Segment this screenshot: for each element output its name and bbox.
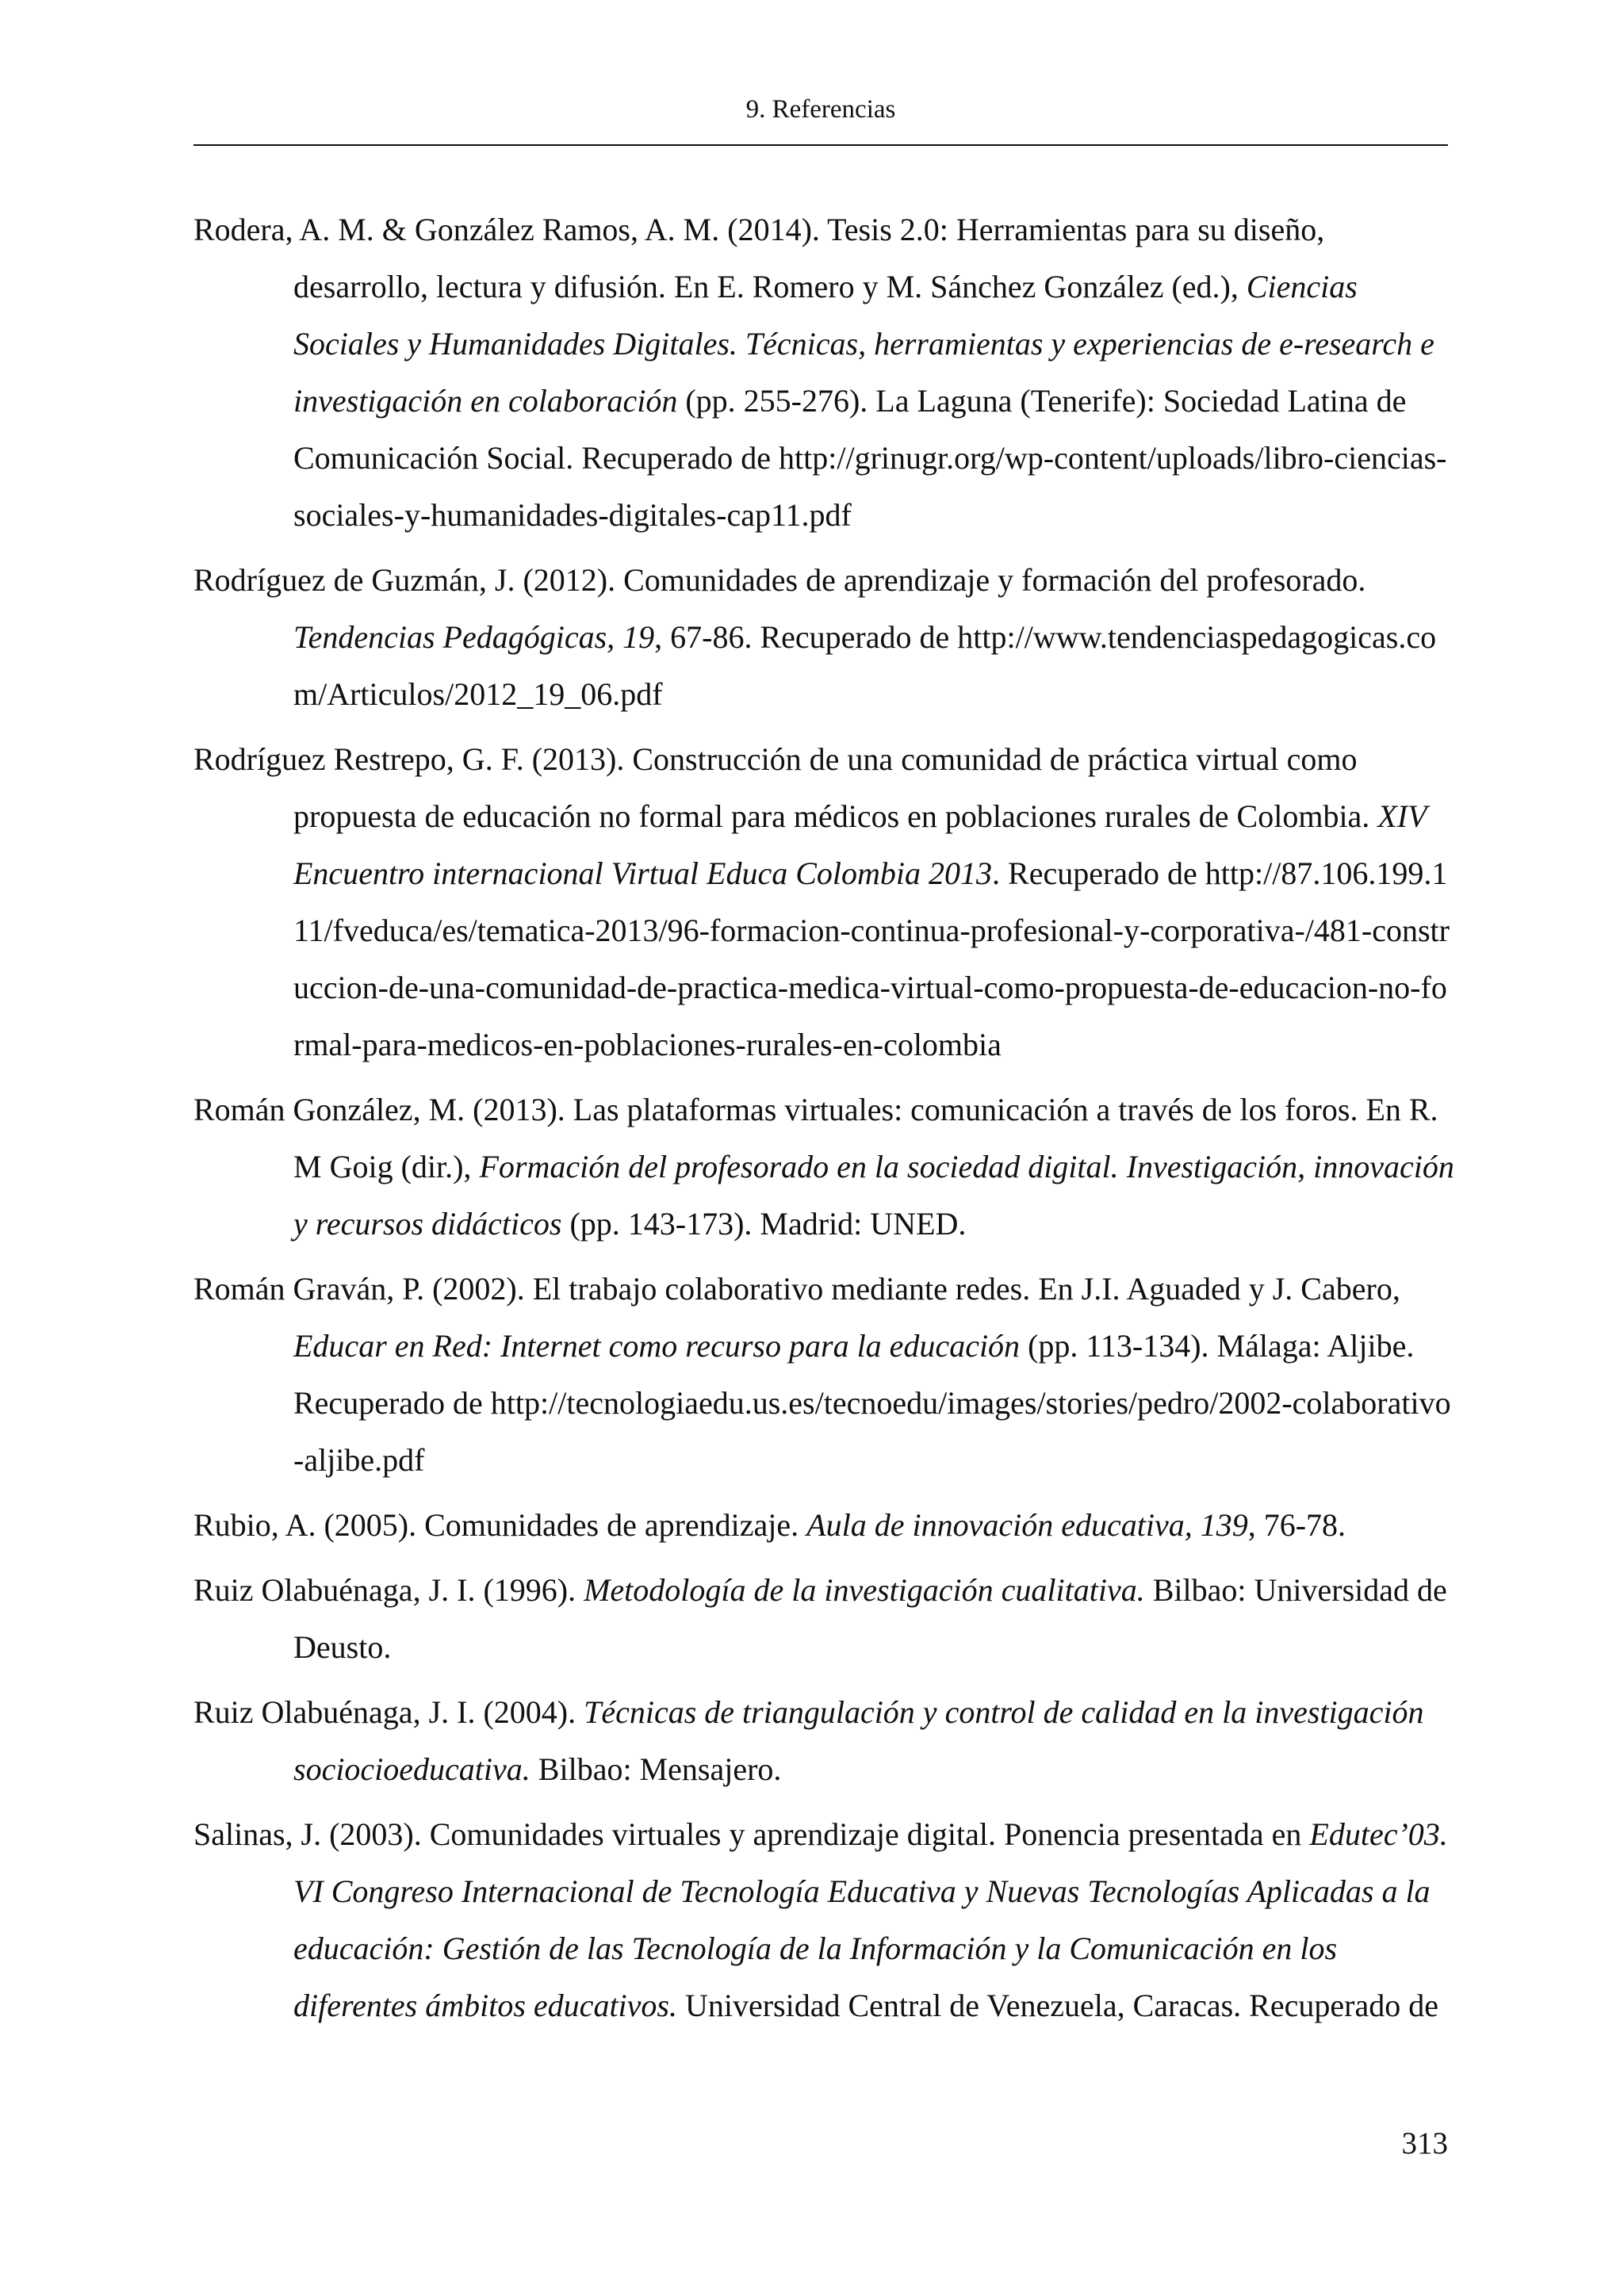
reference-text: (pp. 113-134). Málaga: Aljibe. Recuperado de	[293, 1328, 1415, 1421]
reference-italic-title: Técnicas de triangulación y control de calidad en la investigación sociocioeducativa.	[293, 1694, 1424, 1787]
reference-italic-title: Ciencias Sociales y Humanidades Digitales. Técnicas, herramientas y experiencias de e-research e investigación en colaboración	[293, 269, 1434, 419]
reference-url: http://tecnologiaedu.us.es/tecnoedu/images/stories/pedro/2002-colaborativo-aljibe.pdf	[293, 1385, 1451, 1478]
reference-text: , 67-86. Recuperado de	[654, 619, 958, 655]
reference-italic-title: Formación del profesorado en la sociedad digital. Investigación, innovación y recursos didácticos	[293, 1149, 1454, 1242]
reference-entry	[193, 1497, 1454, 1554]
page-number: 313	[1401, 2126, 1448, 2160]
reference-text: Rodríguez de Guzmán, J. (2012). Comunidades de aprendizaje y formación del profesorado.	[193, 562, 1366, 598]
reference-text: Salinas, J. (2003). Comunidades virtuales y aprendizaje digital. Ponencia presentada en	[193, 1816, 1310, 1852]
reference-text: Rodríguez Restrepo, G. F. (2013). Construcción de una comunidad de práctica virtual como propuesta de educación no formal para médicos en poblaciones rurales de Colombia.	[193, 741, 1378, 834]
reference-text: Ruiz Olabuénaga, J. I. (2004).	[193, 1694, 584, 1730]
reference-text: Universidad Central de Venezuela, Caracas. Recuperado de	[676, 1988, 1438, 2023]
reference-entry	[193, 1684, 1454, 1798]
reference-text: (pp. 255-276). La Laguna (Tenerife): Sociedad Latina de Comunicación Social. Recuperado de	[293, 383, 1407, 476]
reference-text: (pp. 143-173). Madrid: UNED.	[561, 1206, 967, 1242]
reference-list	[193, 201, 1454, 2042]
reference-italic-title: Aula de innovación educativa, 139	[806, 1507, 1248, 1543]
reference-entry	[193, 1562, 1454, 1676]
reference-italic-title: Metodología de la investigación cualitativa.	[584, 1572, 1145, 1608]
reference-text: , 76-78.	[1247, 1507, 1346, 1543]
reference-entry	[193, 201, 1454, 544]
reference-text: Román González, M. (2013). Las plataformas virtuales: comunicación a través de los foros. En R. M Goig (dir.),	[193, 1092, 1438, 1184]
reference-text: Rubio, A. (2005). Comunidades de aprendizaje.	[193, 1507, 807, 1543]
reference-text: Bilbao: Universidad de Deusto.	[293, 1572, 1447, 1665]
reference-text: Rodera, A. M. & González Ramos, A. M. (2014). Tesis 2.0: Herramientas para su diseño, desarrollo, lectura y difusión. En E. Romero y M. Sánchez González (ed.),	[193, 212, 1325, 304]
reference-entry	[193, 1081, 1454, 1253]
header-divider	[193, 144, 1448, 146]
reference-italic-title: XIV Encuentro internacional Virtual Educa Colombia 2013	[293, 798, 1427, 891]
reference-url: http://www.tendenciaspedagogicas.com/Articulos/2012_19_06.pdf	[293, 619, 1437, 712]
reference-text: Bilbao: Mensajero.	[530, 1751, 782, 1787]
reference-url: http://87.106.199.111/fveduca/es/tematica-2013/96-formacion-continua-profesional-y-corporativa-/481-construccion-de-una-comunidad-de-practica-medica-virtual-como-propuesta-de-educacion-no-formal-para-medicos-en-poblaciones-rurales-en-colombia	[293, 855, 1450, 1062]
reference-text: Román Graván, P. (2002). El trabajo colaborativo mediante redes. En J.I. Aguaded y J. Cabero,	[193, 1271, 1400, 1307]
reference-entry	[193, 552, 1454, 723]
reference-italic-title: Tendencias Pedagógicas, 19	[293, 619, 655, 655]
reference-url: http://grinugr.org/wp-content/uploads/libro-ciencias-sociales-y-humanidades-digitales-cap11.pdf	[293, 440, 1447, 533]
reference-entry	[193, 731, 1454, 1073]
running-header: 9. Referencias	[745, 95, 896, 124]
reference-italic-title: Edutec’03. VI Congreso Internacional de Tecnología Educativa y Nuevas Tecnologías Aplicadas a la educación: Gestión de las Tecnología de la Información y la Comunicación en los diferentes ámbitos educativos.	[293, 1816, 1448, 2023]
reference-italic-title: Educar en Red: Internet como recurso para la educación	[293, 1328, 1021, 1364]
reference-entry	[193, 1261, 1454, 1489]
reference-entry	[193, 1806, 1454, 2034]
reference-text: . Recuperado de	[992, 855, 1205, 891]
reference-text: Ruiz Olabuénaga, J. I. (1996).	[193, 1572, 584, 1608]
